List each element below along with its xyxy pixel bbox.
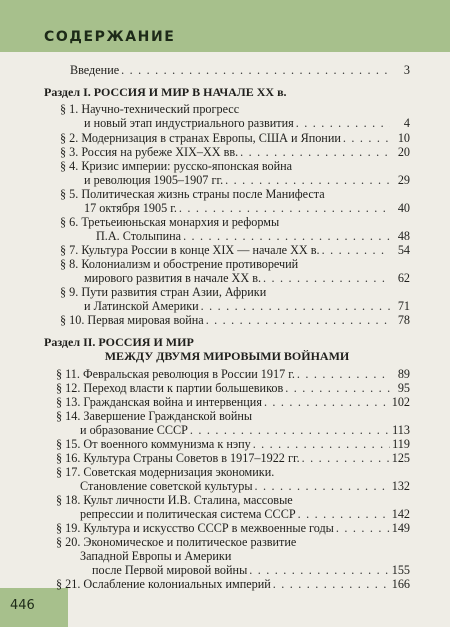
- toc-entry-4[interactable]: [60, 159, 410, 187]
- toc-entry-6[interactable]: [60, 215, 410, 243]
- toc-entry-page: 71: [397, 299, 410, 313]
- toc-entry-21[interactable]: [56, 577, 410, 591]
- toc-entry-5[interactable]: [60, 187, 410, 215]
- toc-entry-intro[interactable]: [70, 63, 410, 77]
- toc-entry-18[interactable]: [56, 493, 410, 521]
- toc-entry-title: § 3. Россия на рубеже XIX–XX вв.: [60, 145, 239, 159]
- toc-entry-13[interactable]: [56, 395, 410, 409]
- toc-entry-page: 3: [403, 63, 410, 77]
- toc-entry-title: § 6. Третьеиюньская монархия и реформы: [60, 215, 280, 229]
- toc-entry-title: § 5. Политическая жизнь страны после Манифеста: [60, 187, 325, 201]
- toc-entry-page: 102: [391, 395, 410, 409]
- toc-entry-page: 132: [391, 479, 410, 493]
- page-title: СОДЕРЖАНИЕ: [44, 29, 176, 45]
- toc-entry-page: 125: [391, 451, 410, 465]
- toc-entry-page: 113: [392, 423, 410, 437]
- toc-entry-page: 166: [391, 577, 410, 591]
- toc-entry-page: 20: [397, 145, 410, 159]
- section-1-title: Раздел I. РОССИЯ И МИР В НАЧАЛЕ XX в.: [44, 85, 287, 99]
- toc-entry-title-cont: мирового развития в начале XX в.: [84, 271, 261, 285]
- toc-entry-16[interactable]: [56, 451, 410, 465]
- toc-entry-page: 155: [391, 563, 410, 577]
- toc-entry-page: 10: [397, 131, 410, 145]
- toc-entry-title: § 10. Первая мировая война: [60, 313, 204, 327]
- toc-entry-page: 48: [397, 229, 410, 243]
- page-number: 446: [10, 598, 35, 613]
- toc-entry-10[interactable]: [60, 313, 410, 327]
- toc-entry-12[interactable]: [56, 381, 410, 395]
- toc-entry-page: 29: [397, 173, 410, 187]
- toc-entry-page: 95: [397, 381, 410, 395]
- toc-entry-title: § 15. От военного коммунизма к нэпу: [56, 437, 251, 451]
- toc-entry-title: § 9. Пути развития стран Азии, Африки: [60, 285, 267, 299]
- toc-entry-title: § 18. Культ личности И.В. Сталина, массовые: [56, 493, 293, 507]
- toc-entry-title-cont: и Латинской Америки: [84, 299, 199, 313]
- toc-entry-2[interactable]: [60, 131, 410, 145]
- toc-entry-title-cont: и новый этап индустриального развития: [84, 116, 294, 130]
- toc-entry-title: § 19. Культура и искусство СССР в межвоенные годы: [56, 521, 334, 535]
- toc-entry-title-cont: репрессии и политическая система СССР: [80, 507, 296, 521]
- toc-entry-14[interactable]: [56, 409, 410, 437]
- toc-entry-title: § 20. Экономическое и политическое развитие: [56, 535, 297, 549]
- toc-entry-page: 89: [397, 367, 410, 381]
- toc-entry-title-cont: Становление советской культуры: [80, 479, 253, 493]
- toc-entry-page: 40: [397, 201, 410, 215]
- toc-entry-8[interactable]: [60, 257, 410, 285]
- toc-entry-title: § 12. Переход власти к партии большевиков: [56, 381, 284, 395]
- section-2-subtitle: МЕЖДУ ДВУМЯ МИРОВЫМИ ВОЙНАМИ: [104, 349, 350, 363]
- toc-entry-page: 62: [397, 271, 410, 285]
- toc-entry-1[interactable]: [60, 102, 410, 130]
- toc-entry-page: 149: [391, 521, 410, 535]
- toc-entry-15[interactable]: [56, 437, 410, 451]
- toc-entry-title: § 17. Советская модернизация экономики.: [56, 465, 275, 479]
- toc-entry-title: § 21. Ослабление колониальных империй: [56, 577, 271, 591]
- toc-entry-title: § 13. Гражданская война и интервенция: [56, 395, 262, 409]
- toc-entry-9[interactable]: [60, 285, 410, 313]
- toc-entry-label: Введение: [70, 63, 120, 77]
- toc-entry-3[interactable]: [60, 145, 410, 159]
- toc-entry-page: 142: [391, 507, 410, 521]
- toc-entry-page: 54: [397, 243, 410, 257]
- toc-entry-title-cont: и революция 1905–1907 гг.: [84, 173, 224, 187]
- toc-entry-title: § 8. Колониализм и обострение противоречий: [60, 257, 299, 271]
- toc-entry-17[interactable]: [56, 465, 410, 493]
- toc-entry-title: § 7. Культура России в конце XIX — начале XX в.: [60, 243, 320, 257]
- toc-entry-title-cont: П.А. Столыпина: [96, 229, 182, 243]
- toc-entry-title-cont: Западной Европы и Америки: [80, 549, 232, 563]
- toc-entry-19[interactable]: [56, 521, 410, 535]
- toc-entry-title: § 14. Завершение Гражданской войны: [56, 409, 253, 423]
- toc-entry-page: 119: [392, 437, 410, 451]
- toc-entry-title: § 16. Культура Страны Советов в 1917–1922 гг.: [56, 451, 300, 465]
- toc-entry-title: § 4. Кризис империи: русско-японская война: [60, 159, 293, 173]
- toc-entry-page: 78: [397, 313, 410, 327]
- toc-entry-title-cont: 17 октября 1905 г.: [84, 201, 177, 215]
- toc-entry-7[interactable]: [60, 243, 410, 257]
- toc-entry-title: § 11. Февральская революция в России 1917 г.: [56, 367, 295, 381]
- toc-entry-page: 4: [403, 116, 410, 130]
- toc-entry-title-cont: и образование СССР: [80, 423, 188, 437]
- toc-entry-title: § 1. Научно-технический прогресс: [60, 102, 240, 116]
- toc-entry-20[interactable]: [56, 535, 410, 577]
- toc-entry-11[interactable]: [56, 367, 410, 381]
- section-2-title: Раздел II. РОССИЯ И МИР: [44, 335, 194, 349]
- toc-entry-title-cont: после Первой мировой войны: [92, 563, 248, 577]
- toc-entry-title: § 2. Модернизация в странах Европы, США и Японии: [60, 131, 341, 145]
